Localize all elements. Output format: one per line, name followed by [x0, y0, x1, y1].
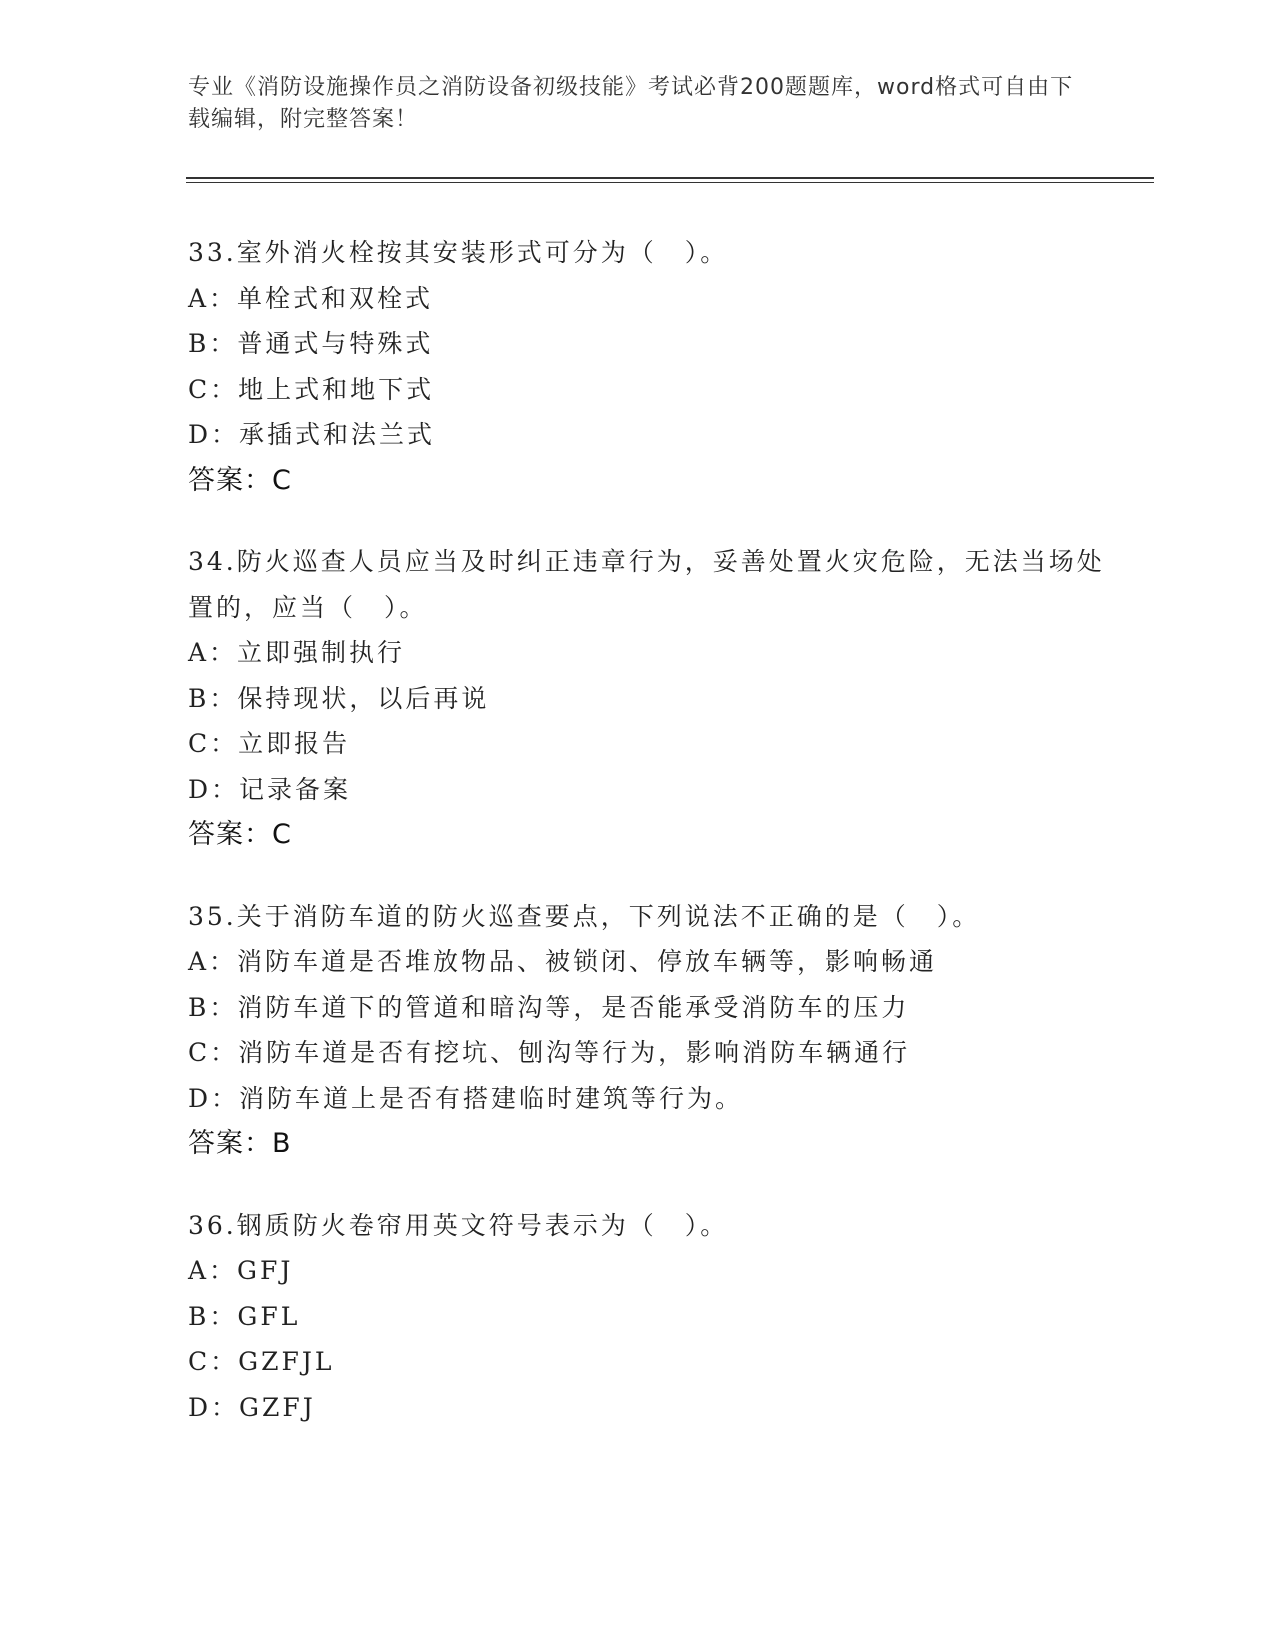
option-a: A：GFJ: [188, 1256, 294, 1285]
option-d: D：消防车道上是否有搭建临时建筑等行为。: [188, 1083, 744, 1113]
header-divider: [186, 177, 1154, 179]
option-d: D：GZFJ: [188, 1392, 316, 1422]
option-c: C：地上式和地下式: [188, 374, 435, 404]
option-c: C：GZFJL: [188, 1347, 335, 1376]
question-35: [188, 894, 1128, 1167]
option-b: B：消防车道下的管道和暗沟等，是否能承受消防车的压力: [188, 992, 910, 1022]
option-b: B：普通式与特殊式: [188, 329, 434, 358]
question-36: [188, 1203, 1128, 1431]
question-stem: 34.防火巡查人员应当及时纠正违章行为，妥善处置火灾危险，无法当场处置的，应当（ ）。: [188, 547, 1105, 622]
question-33: [188, 230, 1128, 503]
option-c: C：消防车道是否有挖坑、刨沟等行为，影响消防车辆通行: [188, 1038, 911, 1067]
option-b: B：GFL: [188, 1301, 301, 1331]
question-stem: 33.室外消火栓按其安装形式可分为（ ）。: [188, 238, 729, 267]
answer: 答案：C: [188, 464, 292, 496]
answer: 答案：B: [188, 1128, 292, 1159]
option-a: A：立即强制执行: [188, 638, 406, 667]
option-c: C：立即报告: [188, 729, 351, 758]
document-header: 专业《消防设施操作员之消防设备初级技能》考试必背200题题库，word格式可自由下载编辑，附完整答案！: [188, 75, 1074, 132]
question-stem: 36.钢质防火卷帘用英文符号表示为（ ）。: [188, 1210, 729, 1240]
option-a: A：消防车道是否堆放物品、被锁闭、停放车辆等，影响畅通: [188, 947, 938, 976]
question-34: [188, 539, 1128, 858]
question-stem: 35.关于消防车道的防火巡查要点，下列说法不正确的是（ ）。: [188, 901, 981, 931]
answer: 答案：C: [188, 819, 292, 850]
option-a: A：单栓式和双栓式: [188, 283, 434, 313]
header-divider-thin: [186, 182, 1154, 183]
option-d: D：承插式和法兰式: [188, 420, 436, 449]
option-b: B：保持现状，以后再说: [188, 683, 490, 713]
option-d: D：记录备案: [188, 774, 352, 804]
question-list: [188, 230, 1128, 1466]
